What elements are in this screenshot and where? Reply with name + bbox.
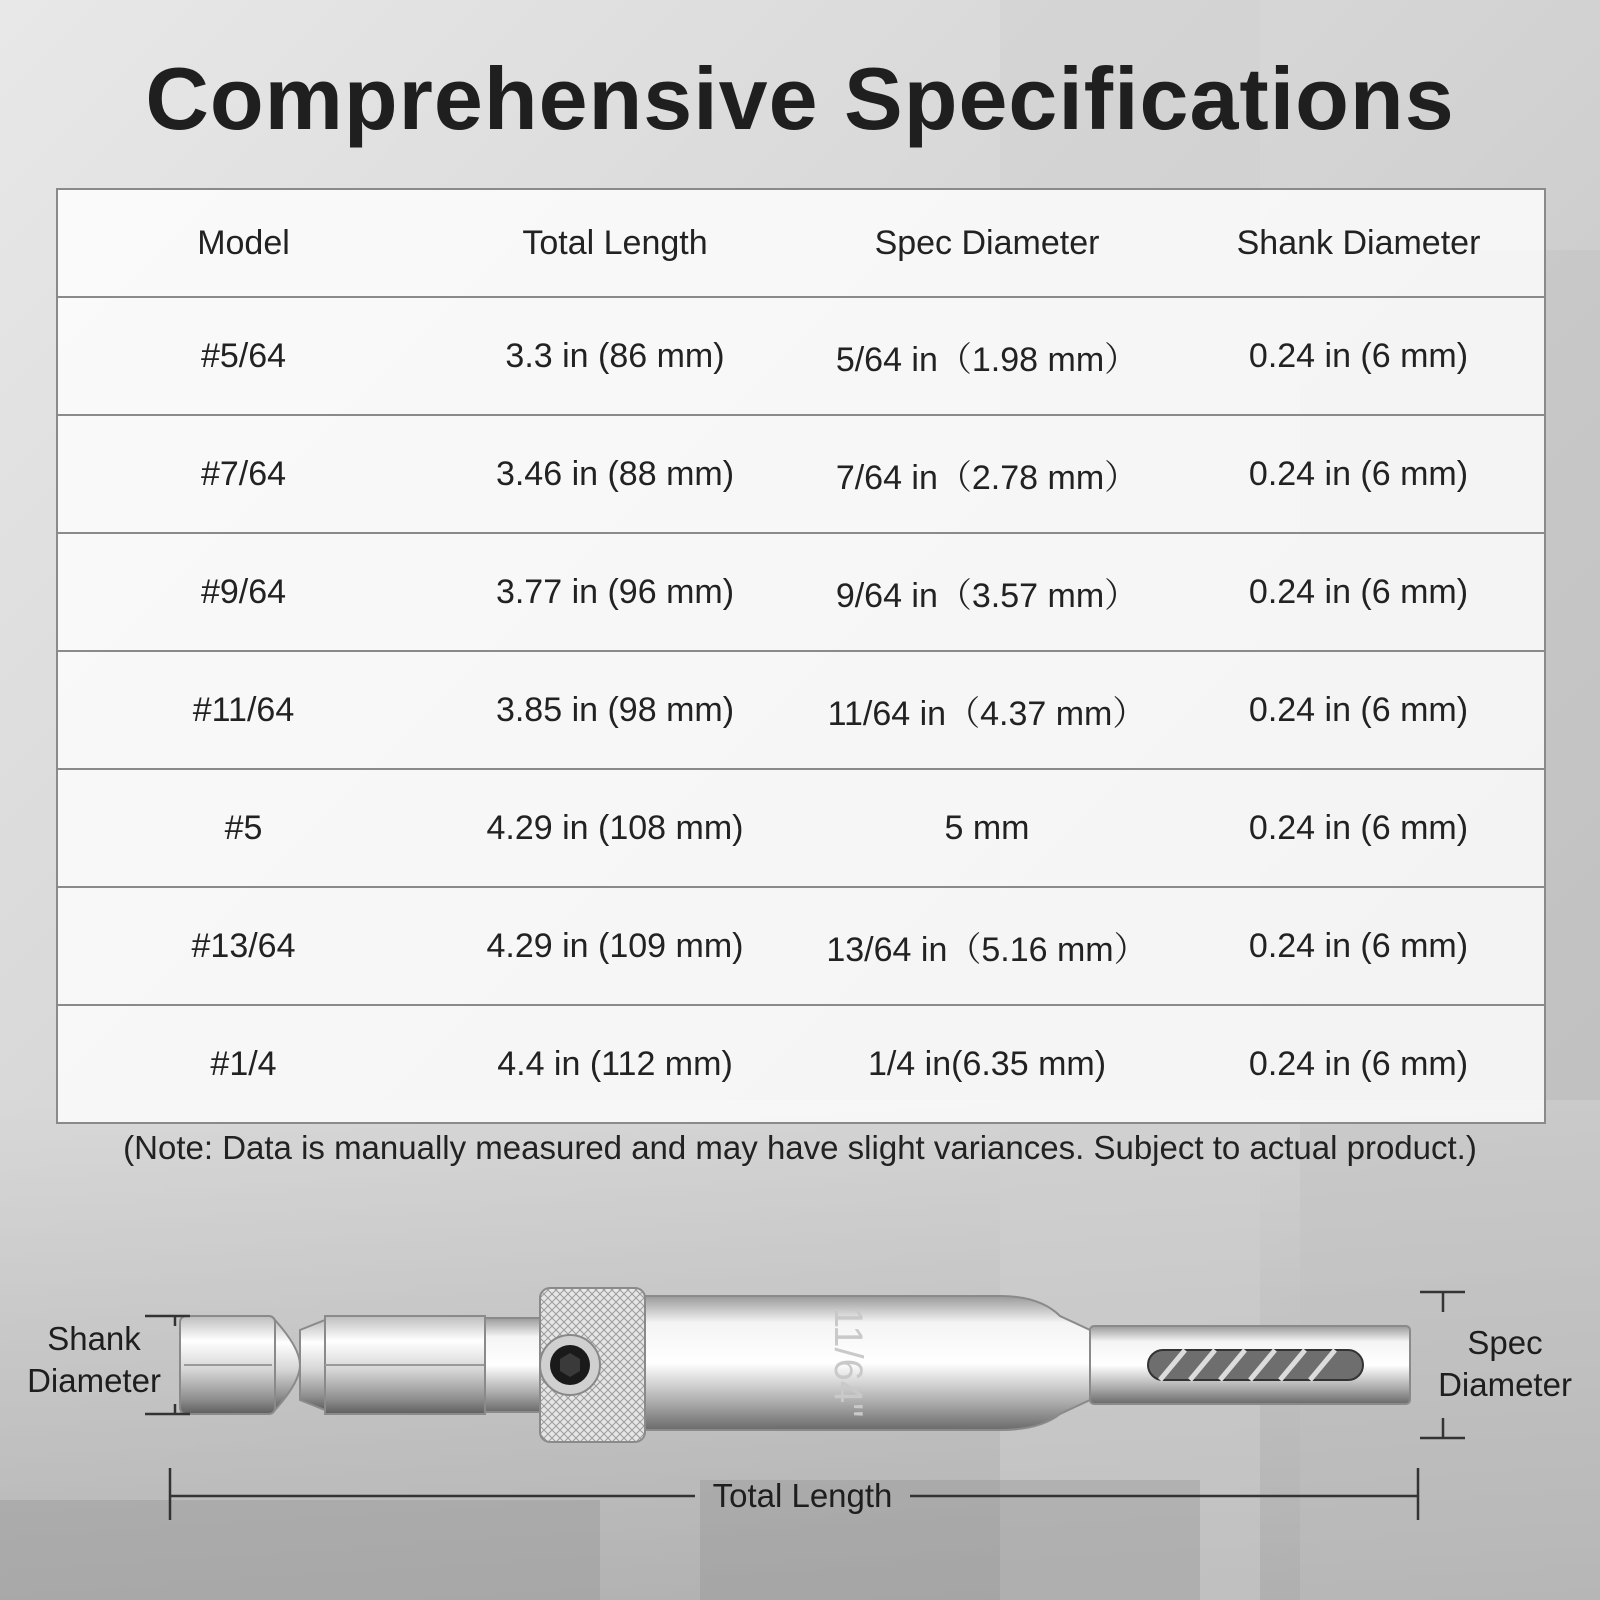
spec-diameter-label [1425, 1322, 1585, 1406]
cell-model: #13/64 [57, 887, 429, 1005]
guide-sleeve [1090, 1326, 1410, 1404]
header-model: Model [57, 189, 429, 297]
total-length-label: Total Length [712, 1477, 893, 1514]
page-title: Comprehensive Specifications [145, 49, 1455, 148]
table-row [57, 651, 1545, 769]
table-row [57, 415, 1545, 533]
cell-shank-diameter: 0.24 in (6 mm) [1173, 415, 1545, 533]
cell-model: #9/64 [57, 533, 429, 651]
cell-model: #11/64 [57, 651, 429, 769]
cell-total-length: 3.46 in (88 mm) [429, 415, 801, 533]
table-header-row [57, 189, 1545, 297]
knurled-stop-collar [540, 1288, 645, 1442]
spec-table [56, 188, 1546, 1124]
cell-total-length: 4.29 in (109 mm) [429, 887, 801, 1005]
cell-shank-diameter: 0.24 in (6 mm) [1173, 533, 1545, 651]
cell-total-length: 4.29 in (108 mm) [429, 769, 801, 887]
cell-spec-diameter: 7/64 in（2.78 mm） [801, 415, 1173, 533]
measurement-note: (Note: Data is manually measured and may have slight variances. Subject to actual product.) [123, 1129, 1477, 1166]
table-row [57, 769, 1545, 887]
cell-total-length: 3.77 in (96 mm) [429, 533, 801, 651]
cell-total-length: 3.3 in (86 mm) [429, 297, 801, 415]
cell-spec-diameter: 11/64 in（4.37 mm） [801, 651, 1173, 769]
cell-spec-diameter: 9/64 in（3.57 mm） [801, 533, 1173, 651]
header-total-length: Total Length [429, 189, 801, 297]
cell-spec-diameter: 13/64 in（5.16 mm） [801, 887, 1173, 1005]
hex-shank [180, 1316, 485, 1414]
cell-shank-diameter: 0.24 in (6 mm) [1173, 297, 1545, 415]
header-spec-diameter: Spec Diameter [801, 189, 1173, 297]
table-row [57, 297, 1545, 415]
shank-diameter-label [14, 1318, 174, 1402]
cell-model: #5/64 [57, 297, 429, 415]
shank-label-line1: Shank [47, 1320, 141, 1357]
table-row [57, 533, 1545, 651]
cell-spec-diameter: 5/64 in（1.98 mm） [801, 297, 1173, 415]
spec-label-line1: Spec [1467, 1324, 1543, 1361]
cell-total-length: 3.85 in (98 mm) [429, 651, 801, 769]
cell-model: #7/64 [57, 415, 429, 533]
header-shank-diameter: Shank Diameter [1173, 189, 1545, 297]
bit-engraving: 11/64" [826, 1306, 870, 1418]
cell-shank-diameter: 0.24 in (6 mm) [1173, 887, 1545, 1005]
table-row [57, 887, 1545, 1005]
cell-spec-diameter: 1/4 in(6.35 mm) [801, 1005, 1173, 1123]
cell-model: #1/4 [57, 1005, 429, 1123]
shank-label-line2: Diameter [27, 1362, 161, 1399]
shaft-collar-left [485, 1318, 540, 1412]
spec-label-line2: Diameter [1438, 1366, 1572, 1403]
table-row [57, 1005, 1545, 1123]
cell-shank-diameter: 0.24 in (6 mm) [1173, 651, 1545, 769]
bit-body [645, 1296, 1090, 1430]
cell-total-length: 4.4 in (112 mm) [429, 1005, 801, 1123]
cell-shank-diameter: 0.24 in (6 mm) [1173, 769, 1545, 887]
cell-spec-diameter: 5 mm [801, 769, 1173, 887]
cell-model: #5 [57, 769, 429, 887]
cell-shank-diameter: 0.24 in (6 mm) [1173, 1005, 1545, 1123]
